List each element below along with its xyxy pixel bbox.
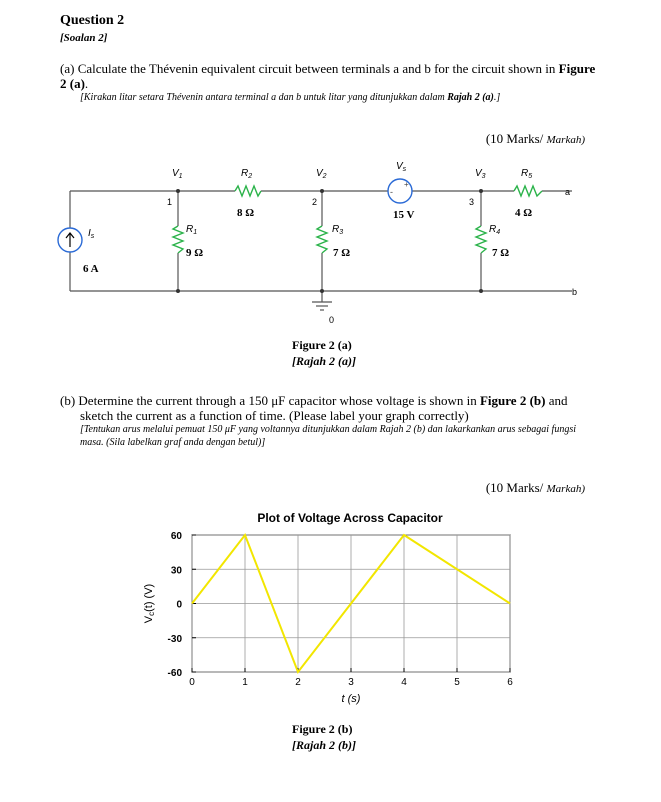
- voltage-source-icon: [388, 179, 412, 203]
- figure-2b-caption: [292, 721, 356, 753]
- v1-label: $V_1$: [172, 168, 183, 180]
- r1-value: 9 Ω: [186, 247, 204, 259]
- r4-resistor: [476, 226, 486, 253]
- part-a-marks: (10 Marks/ Markah): [485, 131, 585, 146]
- part-b-text: [60, 393, 600, 449]
- figure-2b-title: Figure 2 (b): [292, 722, 353, 736]
- figure-2b-malay: [Rajah 2 (b)]: [292, 738, 356, 752]
- x-axis-label: t (s): [341, 693, 361, 705]
- r4-label: $R_4$: [489, 224, 501, 236]
- node-1-dot: [176, 189, 180, 193]
- node-0-label: 0: [329, 315, 335, 325]
- part-a-figure-ref: Figure 2 (a): [60, 61, 596, 91]
- r5-value: 4 Ω: [515, 207, 533, 219]
- figure-2a-title: Figure 2 (a): [292, 338, 352, 352]
- terminal-a-label: a: [565, 187, 571, 197]
- figure-2a-malay: [Rajah 2 (a)]: [292, 354, 356, 368]
- x-tick-label: 6: [507, 677, 513, 688]
- y-tick-label: -30: [167, 633, 182, 645]
- v2-label: $V_2$: [316, 168, 327, 180]
- x-ticks: [189, 668, 513, 688]
- part-b-label: (b): [60, 393, 76, 408]
- r4-value: 7 Ω: [492, 247, 510, 259]
- node-b3-dot: [479, 289, 483, 293]
- x-tick-label: 5: [454, 677, 460, 688]
- r5-label: $R_5$: [521, 168, 533, 180]
- node-3-label: 3: [469, 197, 475, 207]
- r1-resistor: [173, 226, 183, 253]
- x-tick-label: 3: [348, 677, 354, 688]
- x-tick-label: 1: [242, 677, 248, 688]
- r5-resistor: [514, 186, 542, 196]
- x-tick-label: 0: [189, 677, 195, 688]
- question-heading: Question 2: [60, 13, 125, 28]
- is-value: 6 A: [83, 263, 99, 275]
- y-tick-label: -60: [167, 668, 182, 679]
- x-tick-label: 4: [401, 677, 407, 688]
- chart-title: Plot of Voltage Across Capacitor: [257, 511, 443, 525]
- v3-label: $V_3$: [475, 168, 486, 180]
- node-1-label: 1: [167, 197, 173, 207]
- part-a-text: [60, 61, 600, 104]
- r3-label: $R_3$: [332, 224, 344, 236]
- part-a-malay: [Kirakan litar setara Thévenin antara terminal a dan b untuk litar yang ditunjukkan dalam Rajah 2 (a).]: [80, 92, 501, 103]
- voltage-plot: [130, 505, 530, 710]
- y-tick-label: 60: [170, 531, 182, 542]
- node-b1-dot: [176, 289, 180, 293]
- r3-resistor: [317, 226, 327, 253]
- vs-value: 15 V: [393, 209, 415, 221]
- part-b-figure-ref: Figure 2 (b): [479, 393, 546, 408]
- part-a-question: Calculate the Thévenin equivalent circuit between terminals a and b for the circuit shown in Figure 2 (a).: [60, 61, 596, 91]
- part-b-malay: [Tentukan arus melalui pemuat 150 μF yang voltannya ditunjukkan dalam Rajah 2 (b) dan lakarkankan arus sebagai fungsi masa. (Sila labelkan graf anda dengan betul)]: [80, 424, 576, 448]
- part-b-question: Determine the current through a 150 μF capacitor whose voltage is shown in Figure 2 (b) and sketch the current as a function of time. (Please label your graph correctly): [78, 393, 568, 423]
- r2-label: $R_2$: [241, 168, 253, 180]
- y-tick-label: 0: [176, 599, 182, 611]
- part-a-label: (a): [60, 61, 75, 76]
- x-tick-label: 2: [295, 677, 301, 688]
- ground-icon: [312, 302, 332, 310]
- node-2-dot: [320, 189, 324, 193]
- current-source-icon: [58, 228, 82, 252]
- y-axis-label: Vc(t) (V): [143, 583, 156, 624]
- is-label: $I_s$: [88, 228, 95, 240]
- vs-label: $V_s$: [396, 161, 407, 173]
- node-3-dot: [479, 189, 483, 193]
- r1-label: $R_1$: [186, 224, 198, 236]
- y-tick-label: 30: [170, 565, 182, 577]
- soalan-heading: [Soalan 2]: [60, 32, 108, 44]
- node-2-label: 2: [312, 197, 318, 207]
- svg-text:+: +: [404, 180, 409, 189]
- terminal-b-label: b: [572, 287, 578, 297]
- r2-value: 8 Ω: [237, 207, 255, 219]
- r2-resistor: [235, 186, 261, 196]
- figure-2a-caption: [292, 337, 356, 369]
- r3-value: 7 Ω: [333, 247, 351, 259]
- part-b-marks: (10 Marks/ Markah): [485, 480, 585, 495]
- circuit-diagram: [0, 150, 661, 340]
- node-0-dot: [320, 289, 324, 293]
- svg-text:-: -: [390, 187, 393, 197]
